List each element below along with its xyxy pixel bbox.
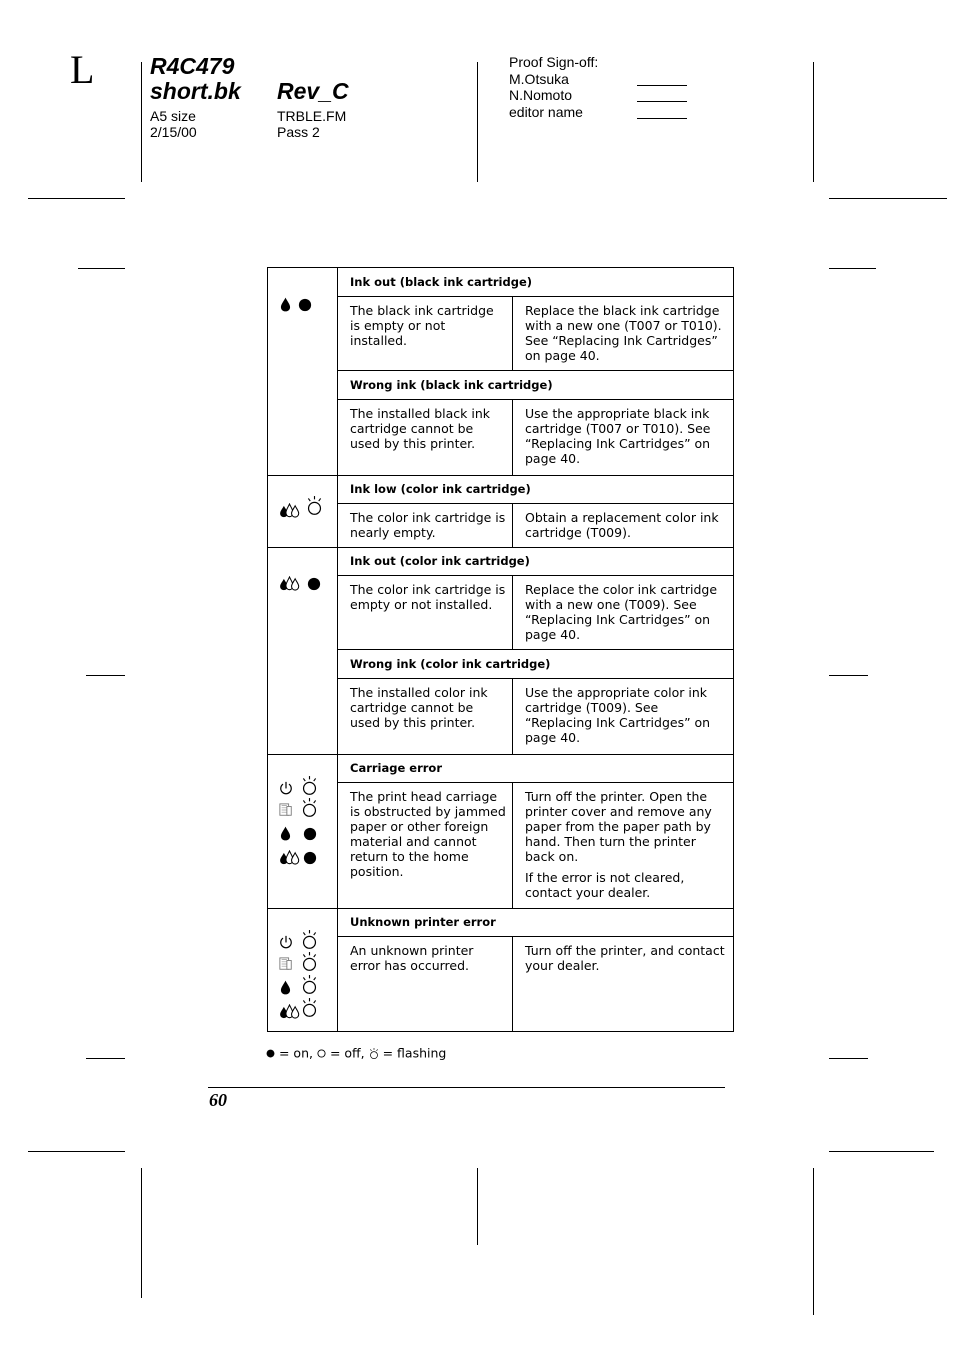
- power-icon: [279, 781, 293, 795]
- crop-mark: [477, 62, 478, 182]
- pass-number: Pass 2: [277, 124, 320, 140]
- indicator-group: [268, 547, 733, 755]
- table-row: [338, 937, 733, 1031]
- crop-mark: [141, 62, 142, 182]
- crop-mark: [28, 1151, 125, 1152]
- revision: Rev_C: [277, 78, 349, 104]
- light-flashing-icon: [369, 1047, 379, 1060]
- error-cause: The color ink cartridge is nearly empty.: [338, 504, 513, 547]
- signature-line: [637, 118, 687, 119]
- indicator-group: [268, 475, 733, 548]
- black-ink-icon: [280, 980, 291, 995]
- legend-flashing-label: = flashing: [382, 1045, 447, 1061]
- indicator-group: [268, 754, 733, 909]
- light-on-icon: [298, 298, 312, 312]
- paper-icon: [279, 803, 293, 817]
- crop-mark: [829, 1058, 868, 1059]
- signer-name: N.Nomoto: [509, 87, 573, 103]
- crop-mark: [813, 62, 814, 182]
- light-flashing-icon: [301, 929, 318, 950]
- power-icon: [279, 935, 293, 949]
- light-on-icon: [307, 577, 321, 591]
- indicator-cell: [268, 908, 338, 1031]
- error-title: Ink out (black ink cartridge): [338, 268, 733, 297]
- crop-mark: [477, 1168, 478, 1245]
- table-row: [338, 297, 733, 371]
- light-flashing-icon: [301, 997, 318, 1018]
- black-ink-icon: [280, 297, 291, 312]
- black-ink-icon: [280, 826, 291, 841]
- indicator-group: [268, 268, 733, 476]
- error-title: Ink out (color ink cartridge): [338, 547, 733, 576]
- light-flashing-icon: [301, 797, 318, 818]
- error-action: Turn off the printer. Open the printer cover and remove any paper from the paper path by hand. Then turn the printer back on.: [525, 789, 712, 864]
- light-flashing-icon: [301, 775, 318, 796]
- light-on-icon: [266, 1049, 275, 1058]
- indicator-group: [268, 908, 733, 1031]
- footer-rule: [208, 1087, 725, 1088]
- crop-mark: [829, 1151, 934, 1152]
- color-ink-icon: [279, 850, 300, 865]
- file-name: TRBLE.FM: [277, 108, 347, 124]
- error-cause: The installed black ink cartridge cannot be used by this printer.: [338, 400, 513, 475]
- error-action: Replace the black ink cartridge with a new one (T007 or T010). See “Replacing Ink Cartridges” on page 40.: [525, 303, 722, 363]
- indicator-cell: [268, 547, 338, 754]
- crop-mark: [86, 1058, 125, 1059]
- error-title: Carriage error: [338, 754, 733, 783]
- book-name: short.bk: [150, 78, 241, 104]
- doc-date: 2/15/00: [150, 124, 197, 140]
- error-title: Wrong ink (color ink cartridge): [338, 650, 733, 679]
- error-action: Use the appropriate black ink cartridge (T007 or T010). See “Replacing Ink Cartridges” on page 40.: [525, 406, 711, 466]
- indicator-cell: [268, 754, 338, 908]
- signer-name: M.Otsuka: [509, 71, 569, 87]
- legend-off-label: = off,: [329, 1045, 365, 1061]
- table-row: [338, 783, 733, 908]
- error-indicator-table: [267, 267, 734, 1032]
- error-action-note: If the error is not cleared, contact your dealer.: [525, 870, 685, 900]
- error-cause: The installed color ink cartridge cannot be used by this printer.: [338, 679, 513, 754]
- page-number: 60: [209, 1090, 227, 1110]
- error-cause: The color ink cartridge is empty or not installed.: [338, 576, 513, 649]
- table-row: [338, 679, 733, 754]
- crop-mark: [829, 198, 947, 199]
- table-row: [338, 400, 733, 475]
- color-ink-icon: [279, 503, 300, 518]
- legend-on-label: = on,: [278, 1045, 313, 1061]
- light-on-icon: [303, 827, 317, 841]
- signature-line: [637, 101, 687, 102]
- crop-mark: [28, 198, 125, 199]
- color-ink-icon: [279, 576, 300, 591]
- crop-mark: [829, 268, 876, 269]
- proof-title: Proof Sign-off:: [509, 54, 599, 70]
- crop-mark: [86, 675, 125, 676]
- crop-mark: [78, 268, 125, 269]
- light-flashing-icon: [301, 974, 318, 995]
- error-title: Wrong ink (black ink cartridge): [338, 371, 733, 400]
- light-off-icon: [317, 1049, 326, 1058]
- table-row: [338, 504, 733, 547]
- error-action: Use the appropriate color ink cartridge (T009). See “Replacing Ink Cartridges” on page 40.: [525, 685, 711, 745]
- light-flashing-icon: [306, 495, 323, 516]
- error-cause: The black ink cartridge is empty or not installed.: [338, 297, 513, 370]
- doc-code: R4C479: [150, 53, 235, 79]
- error-title: Unknown printer error: [338, 908, 733, 937]
- error-title: Ink low (color ink cartridge): [338, 475, 733, 504]
- signer-name: editor name: [509, 104, 583, 120]
- indicator-cell: [268, 475, 338, 547]
- error-cause: An unknown printer error has occurred.: [338, 937, 513, 1031]
- light-on-icon: [303, 851, 317, 865]
- page-size: A5 size: [150, 108, 196, 124]
- signature-line: [637, 85, 687, 86]
- light-flashing-icon: [301, 951, 318, 972]
- error-action: Obtain a replacement color ink cartridge (T009).: [525, 510, 719, 540]
- chapter-letter: L: [70, 47, 95, 92]
- error-cause: The print head carriage is obstructed by jammed paper or other foreign material and cannot return to the home position.: [338, 783, 513, 908]
- error-action: Turn off the printer, and contact your dealer.: [525, 943, 725, 973]
- crop-mark: [829, 675, 868, 676]
- crop-mark: [141, 1168, 142, 1298]
- color-ink-icon: [279, 1004, 300, 1019]
- table-row: [338, 576, 733, 650]
- error-action: Replace the color ink cartridge with a new one (T009). See “Replacing Ink Cartridges” on page 40.: [525, 582, 718, 642]
- paper-icon: [279, 957, 293, 971]
- indicator-cell: [268, 268, 338, 475]
- crop-mark: [813, 1168, 814, 1315]
- indicator-legend: [266, 1045, 446, 1062]
